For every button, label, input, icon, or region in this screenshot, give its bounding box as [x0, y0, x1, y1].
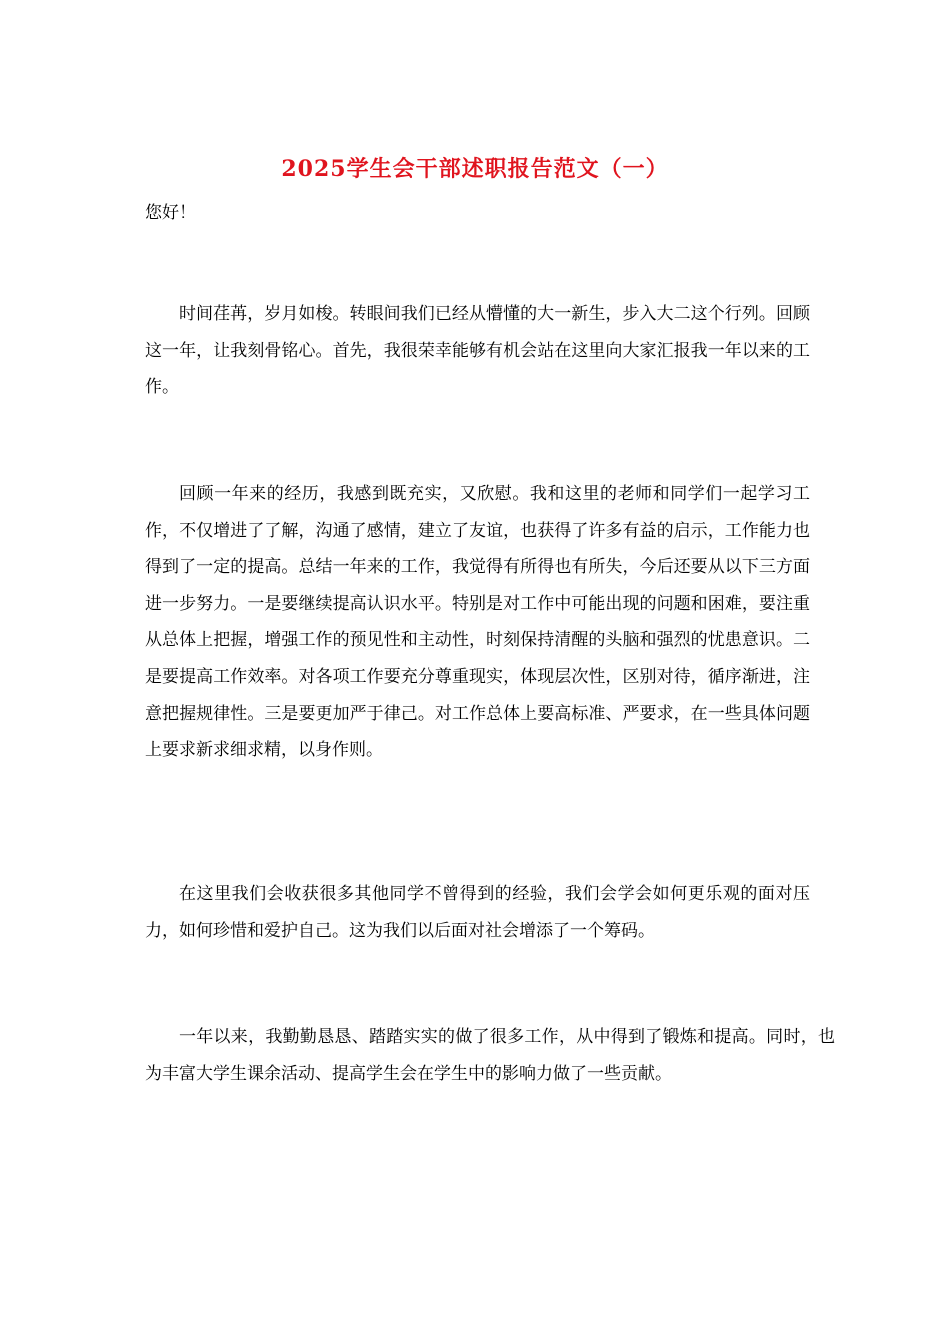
paragraph-1: 时间荏苒，岁月如梭。转眼间我们已经从懵懂的大一新生，步入大二这个行列。回顾这一年，让我刻骨铭心。首先，我很荣幸能够有机会站在这里向大家汇报我一年以来的工作。	[145, 304, 810, 398]
paragraph-4: 一年以来，我勤勤恳恳、踏踏实实的做了很多工作，从中得到了锻炼和提高。同时，也为丰富大学生课余活动、提高学生会在学生中的影响力做了一些贡献。	[145, 1027, 835, 1084]
paragraph-2: 回顾一年来的经历，我感到既充实，又欣慰。我和这里的老师和同学们一起学习工作，不仅增进了了解，沟通了感情，建立了友谊，也获得了许多有益的启示，工作能力也得到了一定的提高。总结一年来的工作，我觉得有所得也有所失，今后还要从以下三方面进一步努力。一是要继续提高认识水平。特别是对工作中可能出现的问题和困难，要注重从总体上把握，增强工作的预见性和主动性，时刻保持清醒的头脑和强烈的忧患意识。二是要提高工作效率。对各项工作要充分尊重现实，体现层次性，区别对待，循序渐进，注意把握规律性。三是要更加严于律己。对工作总体上要高标准、严要求，在一些具体问题上要求新求细求精，以身作则。	[145, 484, 810, 761]
paragraph-3: 在这里我们会收获很多其他同学不曾得到的经验，我们会学会如何更乐观的面对压力，如何珍惜和爱护自己。这为我们以后面对社会增添了一个筹码。	[145, 884, 810, 941]
greeting: 您好！	[145, 203, 196, 223]
document-title: 2025学生会干部述职报告范文（一）	[281, 156, 669, 182]
